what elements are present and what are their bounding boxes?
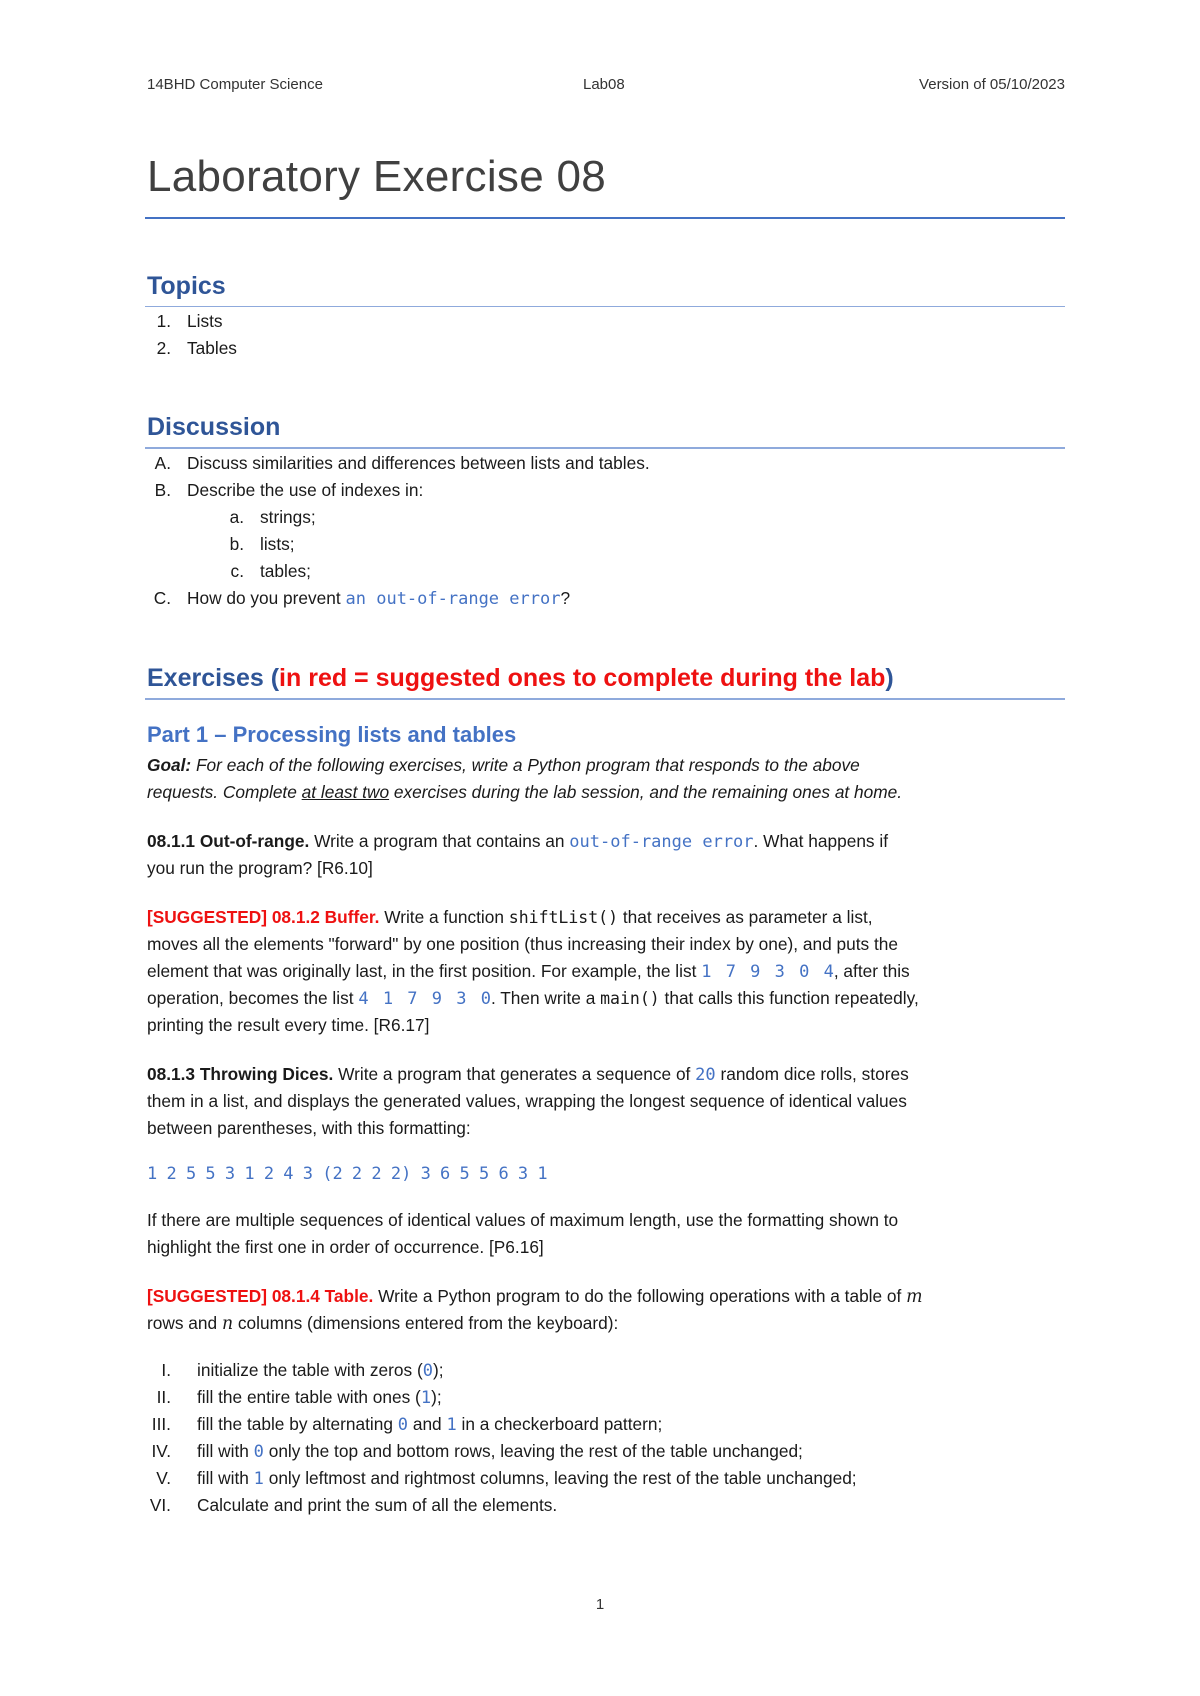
discussion-item-a: A. Discuss similarities and differences between lists and tables. — [154, 453, 650, 473]
exercise-2-text: operation, becomes the list 4 1 7 9 3 0. Then write a main() that calls this function repeatedly, — [147, 988, 919, 1009]
operation-item: V. fill with 1 only leftmost and rightmost columns, leaving the rest of the table unchanged; — [156, 1468, 857, 1489]
header-lab: Lab08 — [583, 76, 625, 93]
operation-item: IV. fill with 0 only the top and bottom rows, leaving the rest of the table unchanged; — [151, 1441, 803, 1462]
exercise-3-text: them in a list, and displays the generated values, wrapping the longest sequence of identical values — [147, 1091, 907, 1111]
part1-heading: Part 1 – Processing lists and tables — [147, 722, 517, 747]
operation-item: II. fill the entire table with ones (1); — [156, 1387, 442, 1408]
operation-item: I. initialize the table with zeros (0); — [161, 1360, 444, 1381]
sample-output: 1 2 5 5 3 1 2 4 3 (2 2 2 2) 3 6 5 5 6 3 1 — [147, 1164, 548, 1184]
page-title: Laboratory Exercise 08 — [147, 152, 607, 201]
exercise-3-text: between parentheses, with this formatting: — [147, 1118, 471, 1138]
page-header — [147, 76, 1065, 98]
exercise-1-text: 08.1.1 Out-of-range. Write a program that contains an out-of-range error. What happens if — [147, 831, 889, 852]
exercise-2-text: moves all the elements "forward" by one position (thus increasing their index by one), and puts the — [147, 934, 898, 954]
title-divider — [145, 217, 1065, 219]
exercise-4-text: [SUGGESTED] 08.1.4 Table. Write a Python program to do the following operations with a table of m — [147, 1286, 923, 1307]
discussion-item-c: C. How do you prevent an out-of-range error? — [153, 588, 571, 609]
exercise-3-text: 08.1.3 Throwing Dices. Write a program that generates a sequence of 20 random dice rolls, stores — [147, 1064, 909, 1085]
goal-text: Goal: For each of the following exercises, write a Python program that responds to the above — [147, 755, 860, 775]
exercise-2-text: element that was originally last, in the first position. For example, the list 1 7 9 3 0 4, after this — [147, 961, 910, 982]
exercise-1-text: you run the program? [R6.10] — [147, 858, 373, 878]
header-course: 14BHD Computer Science — [147, 76, 323, 93]
exercise-3-text: If there are multiple sequences of identical values of maximum length, use the formatting shown to — [147, 1210, 899, 1230]
exercise-3-text: highlight the first one in order of occurrence. [P6.16] — [147, 1237, 544, 1257]
discussion-divider — [145, 447, 1065, 449]
exercise-2-text: [SUGGESTED] 08.1.2 Buffer. Write a function shiftList() that receives as parameter a list, — [147, 907, 873, 927]
operation-item: III. fill the table by alternating 0 and 1 in a checkerboard pattern; — [151, 1414, 663, 1435]
topics-heading: Topics — [147, 272, 226, 300]
exercises-divider — [145, 698, 1065, 700]
discussion-subitem: a. strings; — [229, 507, 316, 527]
discussion-subitem: c. tables; — [230, 561, 311, 581]
inline-code: an out-of-range error — [345, 589, 561, 609]
topic-item: 1. Lists — [156, 311, 223, 331]
topics-divider — [145, 306, 1065, 307]
page-number: 1 — [595, 1596, 605, 1613]
exercise-2-text: printing the result every time. [R6.17] — [147, 1015, 430, 1035]
topic-item: 2. Tables — [156, 338, 237, 358]
goal-text: requests. Complete at least two exercises during the lab session, and the remaining ones at home. — [147, 782, 903, 802]
exercise-4-text: rows and n columns (dimensions entered from the keyboard): — [147, 1313, 619, 1334]
operation-item: VI. Calculate and print the sum of all the elements. — [149, 1495, 558, 1515]
discussion-heading: Discussion — [147, 413, 281, 441]
discussion-subitem: b. lists; — [229, 534, 295, 554]
exercises-heading: Exercises (in red = suggested ones to complete during the lab) — [147, 664, 894, 692]
header-version: Version of 05/10/2023 — [919, 76, 1065, 93]
discussion-item-b: B. Describe the use of indexes in: — [154, 480, 424, 500]
